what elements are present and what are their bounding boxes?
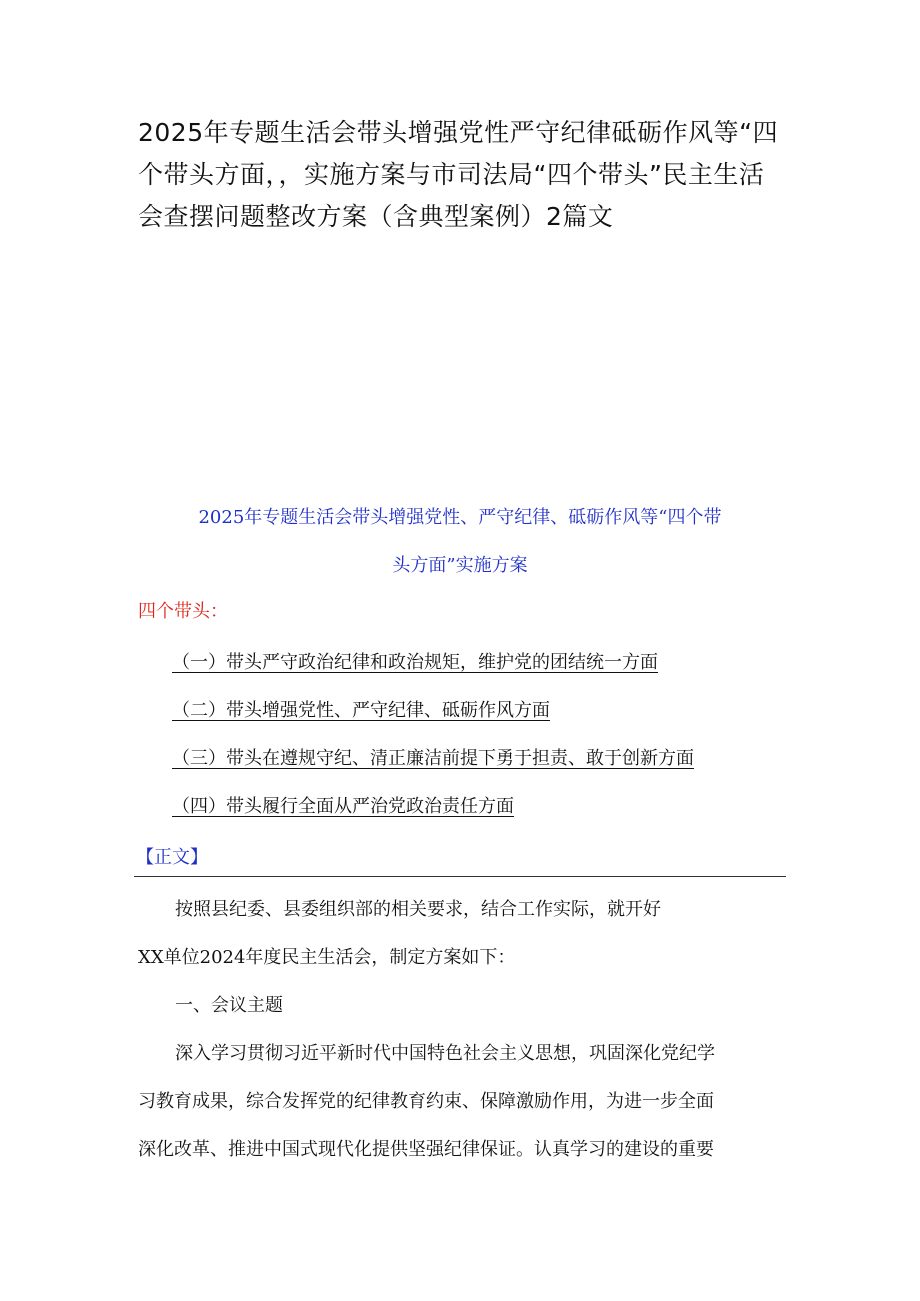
four-heads-item [172, 789, 694, 837]
plan-title-line: 头方面”实施方案 [392, 555, 528, 576]
document-title-line: 2025年专题生活会带头增强党性严守纪律砥砺作风等“四 [138, 118, 779, 147]
body-paragraph-line: 深化改革、推进中国式现代化提供坚强纪律保证。认真学习的建设的重要 [138, 1139, 714, 1160]
four-heads-item-text: （四）带头履行全面从严治党政治责任方面 [172, 796, 514, 817]
section-heading: 一、会议主题 [175, 995, 283, 1016]
four-heads-label: 四个带头： [138, 601, 228, 622]
four-heads-item [172, 741, 694, 789]
body-paragraph-line: 深入学习贯彻习近平新时代中国特色社会主义思想，巩固深化党纪学 [175, 1043, 715, 1064]
document-title-line: 个带头方面，，实施方案与市司法局“四个带头”民主生活 [138, 160, 765, 189]
document-title [138, 112, 798, 238]
body-paragraph-line: 习教育成果，综合发挥党的纪律教育约束、保障激励作用，为进一步全面 [138, 1091, 714, 1112]
plan-title-line: 2025年专题生活会带头增强党性、严守纪律、砥砺作风等“四个带 [198, 507, 722, 528]
four-heads-item-text: （三）带头在遵规守纪、清正廉洁前提下勇于担责、敢于创新方面 [172, 748, 694, 769]
body-label: 【正文】 [136, 847, 208, 868]
body-paragraph-line: 按照县纪委、县委组织部的相关要求，结合工作实际，就开好 [175, 899, 661, 920]
body-paragraph-line: XX单位2024年度民主生活会，制定方案如下： [138, 947, 516, 968]
four-heads-list [172, 645, 694, 837]
four-heads-item [172, 645, 694, 693]
section-divider [134, 876, 786, 877]
four-heads-item [172, 693, 694, 741]
four-heads-item-text: （二）带头增强党性、严守纪律、砥砺作风方面 [172, 700, 550, 721]
plan-title [155, 494, 765, 590]
four-heads-item-text: （一）带头严守政治纪律和政治规矩，维护党的团结统一方面 [172, 652, 658, 673]
document-title-line: 会查摆问题整改方案（含典型案例）2篇文 [138, 202, 614, 231]
